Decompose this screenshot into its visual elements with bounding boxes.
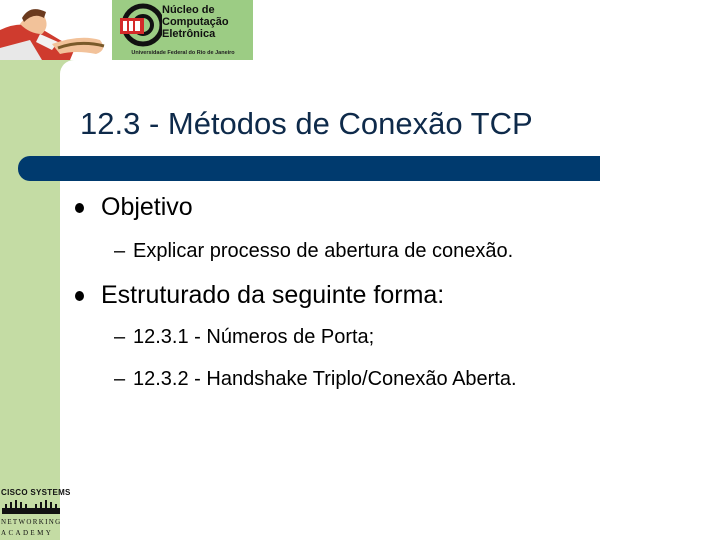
subitem-handshake: 12.3.2 - Handshake Triplo/Conexão Aberta.	[133, 368, 517, 390]
nce-subtitle: Universidade Federal do Rio de Janeiro	[131, 50, 235, 56]
cisco-academy-label: ACADEMY	[1, 529, 54, 537]
mascot-illustration	[0, 0, 112, 60]
sidebar-corner	[60, 60, 74, 74]
nce-logo-text	[162, 4, 252, 40]
dash-marker: –	[114, 240, 126, 262]
cisco-bars-icon	[2, 500, 60, 514]
dash-marker: –	[114, 326, 126, 348]
nce-line3: Eletrônica	[162, 28, 216, 40]
dash-marker: –	[114, 368, 126, 390]
bullet-estruturado: Estruturado da seguinte forma:	[101, 281, 445, 309]
cisco-networking-label: NETWORKING	[1, 518, 62, 526]
nce-logo	[112, 0, 253, 60]
cisco-academy-logo	[0, 488, 71, 540]
nce-line1: Núcleo de	[162, 4, 215, 16]
nce-emblem-icon	[116, 3, 162, 49]
slide-title: 12.3 - Métodos de Conexão TCP	[80, 106, 533, 141]
subitem-explicar: Explicar processo de abertura de conexão.	[133, 240, 514, 262]
subitem-numeros-porta: 12.3.1 - Números de Porta;	[133, 326, 375, 348]
bullet-objetivo: Objetivo	[101, 193, 193, 221]
bullet-dot-icon	[75, 291, 84, 301]
bullet-dot-icon	[75, 203, 84, 213]
nce-line2: Computação	[162, 16, 229, 28]
title-underline-bar	[18, 156, 600, 181]
cisco-systems-label: CISCO SYSTEMS	[1, 488, 71, 497]
left-sidebar	[0, 60, 60, 540]
